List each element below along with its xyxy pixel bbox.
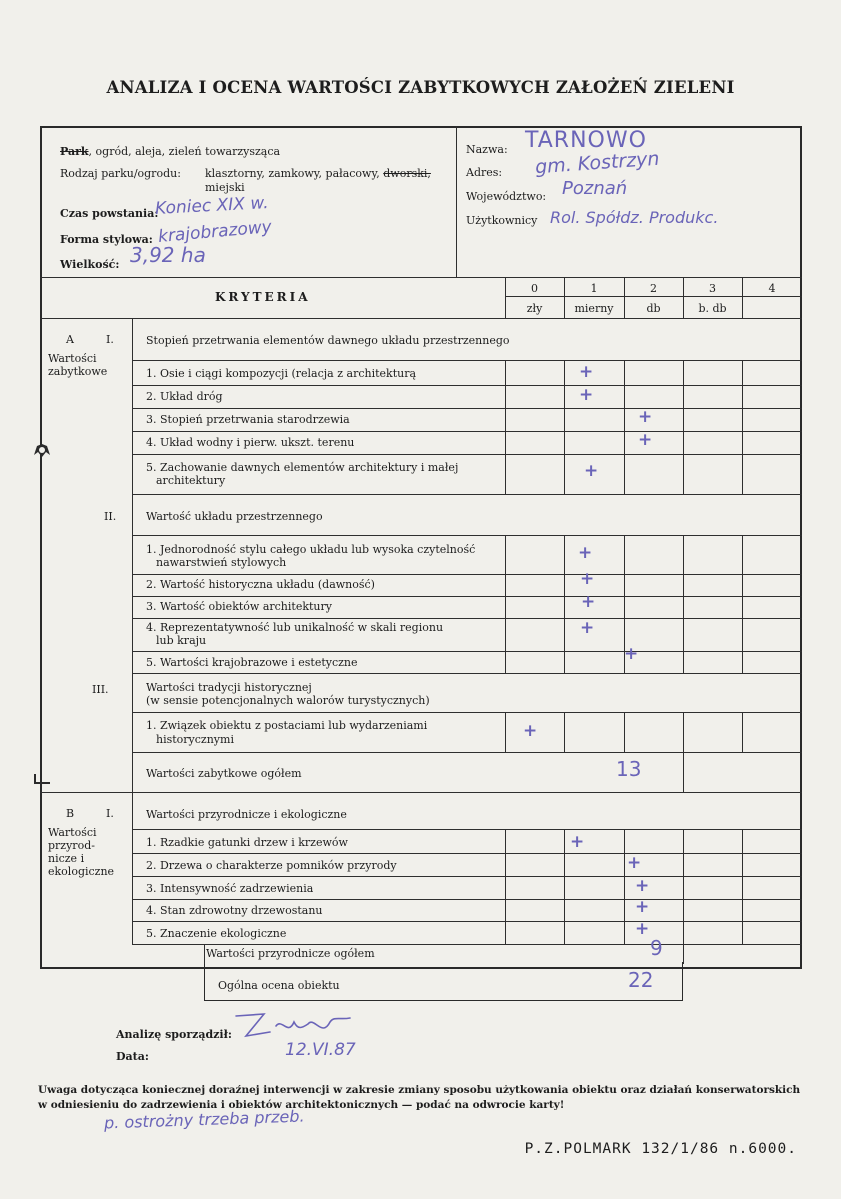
divider bbox=[564, 829, 565, 944]
divider bbox=[132, 408, 802, 409]
adres-label: Adres: bbox=[466, 166, 503, 179]
forma-value: krajobrazowy bbox=[157, 217, 273, 247]
divider bbox=[132, 596, 802, 597]
date-value: 12.VI.87 bbox=[285, 1040, 356, 1060]
total-label: Wartości zabytkowe ogółem bbox=[146, 767, 302, 780]
rating-mark: + bbox=[624, 644, 639, 664]
overall-value: 22 bbox=[628, 968, 654, 992]
group-title: Wartość układu przestrzennego bbox=[146, 510, 323, 523]
note-line: w odniesieniu do zadrzewienia i obiektów architektonicznych — podać na odwrocie karty! bbox=[38, 1099, 565, 1111]
divider bbox=[564, 712, 565, 752]
total-value: 13 bbox=[616, 757, 642, 781]
total-value: 9 bbox=[650, 936, 663, 960]
criterion-label: 2. Wartość historyczna układu (dawność) bbox=[146, 578, 375, 591]
rating-mark: + bbox=[579, 385, 594, 405]
divider bbox=[564, 360, 565, 494]
divider bbox=[683, 944, 684, 964]
divider bbox=[132, 921, 802, 922]
section-b-roman: I. bbox=[106, 807, 114, 820]
col-num: 1 bbox=[590, 282, 598, 295]
group-roman: II. bbox=[104, 510, 117, 523]
rating-mark: + bbox=[523, 721, 538, 741]
divider bbox=[132, 454, 802, 455]
forma-label: Forma stylowa: bbox=[60, 233, 153, 246]
divider bbox=[505, 712, 506, 752]
section-a-letter: A bbox=[66, 333, 74, 346]
criterion-label: lub kraju bbox=[156, 634, 207, 647]
rating-mark: + bbox=[570, 832, 585, 852]
divider bbox=[132, 360, 802, 361]
wojewodztwo-label: Województwo: bbox=[466, 190, 547, 203]
rating-mark: + bbox=[578, 543, 593, 563]
divider bbox=[505, 296, 802, 297]
divider bbox=[683, 752, 684, 792]
divider bbox=[132, 318, 133, 792]
data-label: Data: bbox=[116, 1050, 149, 1063]
divider bbox=[505, 535, 506, 673]
wielkosc-label: Wielkość: bbox=[60, 258, 120, 271]
divider bbox=[40, 792, 802, 793]
col-word: mierny bbox=[574, 302, 614, 315]
note bbox=[38, 1083, 808, 1113]
divider bbox=[132, 673, 802, 674]
criterion-label: 5. Wartości krajobrazowe i estetyczne bbox=[146, 656, 358, 669]
rating-mark: + bbox=[638, 407, 653, 427]
divider bbox=[456, 126, 457, 277]
divider bbox=[132, 899, 802, 900]
rodzaj-options-2: miejski bbox=[205, 181, 245, 194]
divider bbox=[624, 829, 625, 944]
divider bbox=[132, 618, 802, 619]
section-b-name: ekologiczne bbox=[48, 865, 115, 878]
divider bbox=[683, 712, 684, 752]
criterion-label: nawarstwień stylowych bbox=[156, 556, 287, 569]
section-a-name: Wartości bbox=[48, 352, 97, 365]
criterion-label: 4. Reprezentatywność lub unikalność w skali regionu bbox=[146, 621, 444, 634]
handwritten-note: p. ostrożny trzeba przeb. bbox=[103, 1106, 305, 1133]
form-title: ANALIZA I OCENA WARTOŚCI ZABYTKOWYCH ZAŁOŻEŃ ZIELENI bbox=[106, 78, 735, 97]
group-title: (w sensie potencjonalnych walorów turystycznych) bbox=[146, 694, 430, 707]
section-b-name: przyrod- bbox=[48, 839, 95, 852]
divider bbox=[683, 535, 684, 673]
divider bbox=[204, 944, 205, 964]
divider bbox=[624, 360, 625, 494]
wielkosc-value: 3,92 ha bbox=[130, 243, 206, 267]
rating-mark: + bbox=[635, 919, 650, 939]
col-word: b. db bbox=[698, 302, 727, 315]
divider bbox=[742, 360, 743, 494]
divider bbox=[505, 829, 506, 944]
section-b-letter: B bbox=[66, 807, 75, 820]
group-title: Stopień przetrwania elementów dawnego układu przestrzennego bbox=[146, 334, 510, 347]
divider bbox=[132, 853, 802, 854]
col-word: db bbox=[646, 302, 661, 315]
uzytkownicy-value: Rol. Spółdz. Produkc. bbox=[550, 208, 719, 227]
divider bbox=[40, 277, 802, 278]
total-label: Wartości przyrodnicze ogółem bbox=[206, 947, 375, 960]
rating-mark: + bbox=[635, 897, 650, 917]
criterion-label: 3. Stopień przetrwania starodrzewia bbox=[146, 413, 350, 426]
group-title: Wartości przyrodnicze i ekologiczne bbox=[146, 808, 347, 821]
col-num: 3 bbox=[709, 282, 716, 295]
divider bbox=[132, 876, 802, 877]
col-num: 4 bbox=[768, 282, 776, 295]
analiza-label: Analizę sporządził: bbox=[116, 1028, 232, 1041]
criterion-label: historycznymi bbox=[156, 733, 234, 746]
criterion-label: 1. Rzadkie gatunki drzew i krzewów bbox=[146, 836, 348, 849]
divider bbox=[742, 712, 743, 752]
czas-value: Koniec XIX w. bbox=[154, 193, 270, 219]
criterion-label: 4. Układ wodny i pierw. ukszt. terenu bbox=[146, 436, 355, 449]
rating-mark: + bbox=[580, 569, 595, 589]
divider bbox=[683, 829, 684, 944]
criterion-label: 4. Stan zdrowotny drzewostanu bbox=[146, 904, 323, 917]
divider bbox=[40, 318, 802, 319]
park-line: Park, ogród, aleja, zieleń towarzysząca bbox=[60, 145, 281, 158]
divider bbox=[564, 535, 565, 673]
divider bbox=[132, 752, 802, 753]
print-code: P.Z.POLMARK 132/1/86 n.6000. bbox=[524, 1141, 797, 1157]
rodzaj-options: klasztorny, zamkowy, pałacowy, dworski, bbox=[205, 167, 431, 180]
criterion-label: 2. Drzewa o charakterze pomników przyrody bbox=[146, 859, 397, 872]
divider bbox=[132, 494, 802, 495]
wojewodztwo-value: Poznań bbox=[562, 178, 628, 199]
divider bbox=[132, 712, 802, 713]
criterion-label: 5. Zachowanie dawnych elementów architektury i małej bbox=[146, 461, 459, 474]
divider bbox=[132, 385, 802, 386]
criterion-label: architektury bbox=[156, 474, 226, 487]
rating-mark: + bbox=[627, 853, 642, 873]
divider bbox=[742, 535, 743, 673]
section-a-roman: I. bbox=[106, 333, 114, 346]
divider bbox=[683, 360, 684, 494]
nazwa-value: TARNOWO bbox=[525, 128, 647, 153]
rodzaj-label: Rodzaj parku/ogrodu: bbox=[60, 167, 181, 180]
rating-mark: + bbox=[581, 592, 596, 612]
binder-clip-icon bbox=[32, 771, 52, 785]
divider bbox=[132, 651, 802, 652]
section-a-name: zabytkowe bbox=[48, 365, 108, 378]
criterion-label: 3. Wartość obiektów architektury bbox=[146, 600, 332, 613]
criterion-label: 1. Związek obiektu z postaciami lub wydarzeniami bbox=[146, 719, 428, 732]
col-word: zły bbox=[526, 302, 543, 315]
divider bbox=[132, 944, 802, 945]
divider bbox=[624, 712, 625, 752]
adres-value: gm. Kostrzyn bbox=[534, 147, 661, 179]
criterion-label: 1. Osie i ciągi kompozycji (relacja z architekturą bbox=[146, 367, 417, 380]
nazwa-label: Nazwa: bbox=[466, 143, 508, 156]
section-b-name: nicze i bbox=[48, 852, 85, 865]
divider bbox=[505, 360, 506, 494]
section-b-name: Wartości bbox=[48, 826, 97, 839]
divider bbox=[132, 535, 802, 536]
rating-mark: + bbox=[635, 876, 650, 896]
binder-clip-icon bbox=[31, 441, 53, 459]
divider bbox=[742, 829, 743, 944]
criterion-label: 3. Intensywność zadrzewienia bbox=[146, 882, 314, 895]
divider bbox=[132, 431, 802, 432]
criterion-label: 5. Znaczenie ekologiczne bbox=[146, 927, 287, 940]
group-title: Wartości tradycji historycznej bbox=[146, 681, 312, 694]
divider bbox=[132, 829, 802, 830]
czas-label: Czas powstania: bbox=[60, 207, 159, 220]
group-roman: III. bbox=[92, 683, 109, 696]
col-num: 0 bbox=[531, 282, 538, 295]
criterion-label: 2. Układ dróg bbox=[146, 390, 223, 403]
rating-mark: + bbox=[584, 461, 599, 481]
note-line: Uwaga dotycząca koniecznej doraźnej interwencji w zakresie zmiany sposobu użytkowania obiektu oraz działań konserwatorskich bbox=[38, 1084, 801, 1096]
uzytkownicy-label: Użytkownicy bbox=[466, 214, 538, 227]
kryteria-label: KRYTERIA bbox=[215, 290, 311, 304]
divider bbox=[132, 574, 802, 575]
rating-mark: + bbox=[638, 430, 653, 450]
overall-label: Ogólna ocena obiektu bbox=[218, 979, 340, 992]
col-num: 2 bbox=[650, 282, 657, 295]
rating-mark: + bbox=[579, 362, 594, 382]
criterion-label: 1. Jednorodność stylu całego układu lub wysoka czytelność bbox=[146, 543, 476, 556]
rating-mark: + bbox=[580, 618, 595, 638]
